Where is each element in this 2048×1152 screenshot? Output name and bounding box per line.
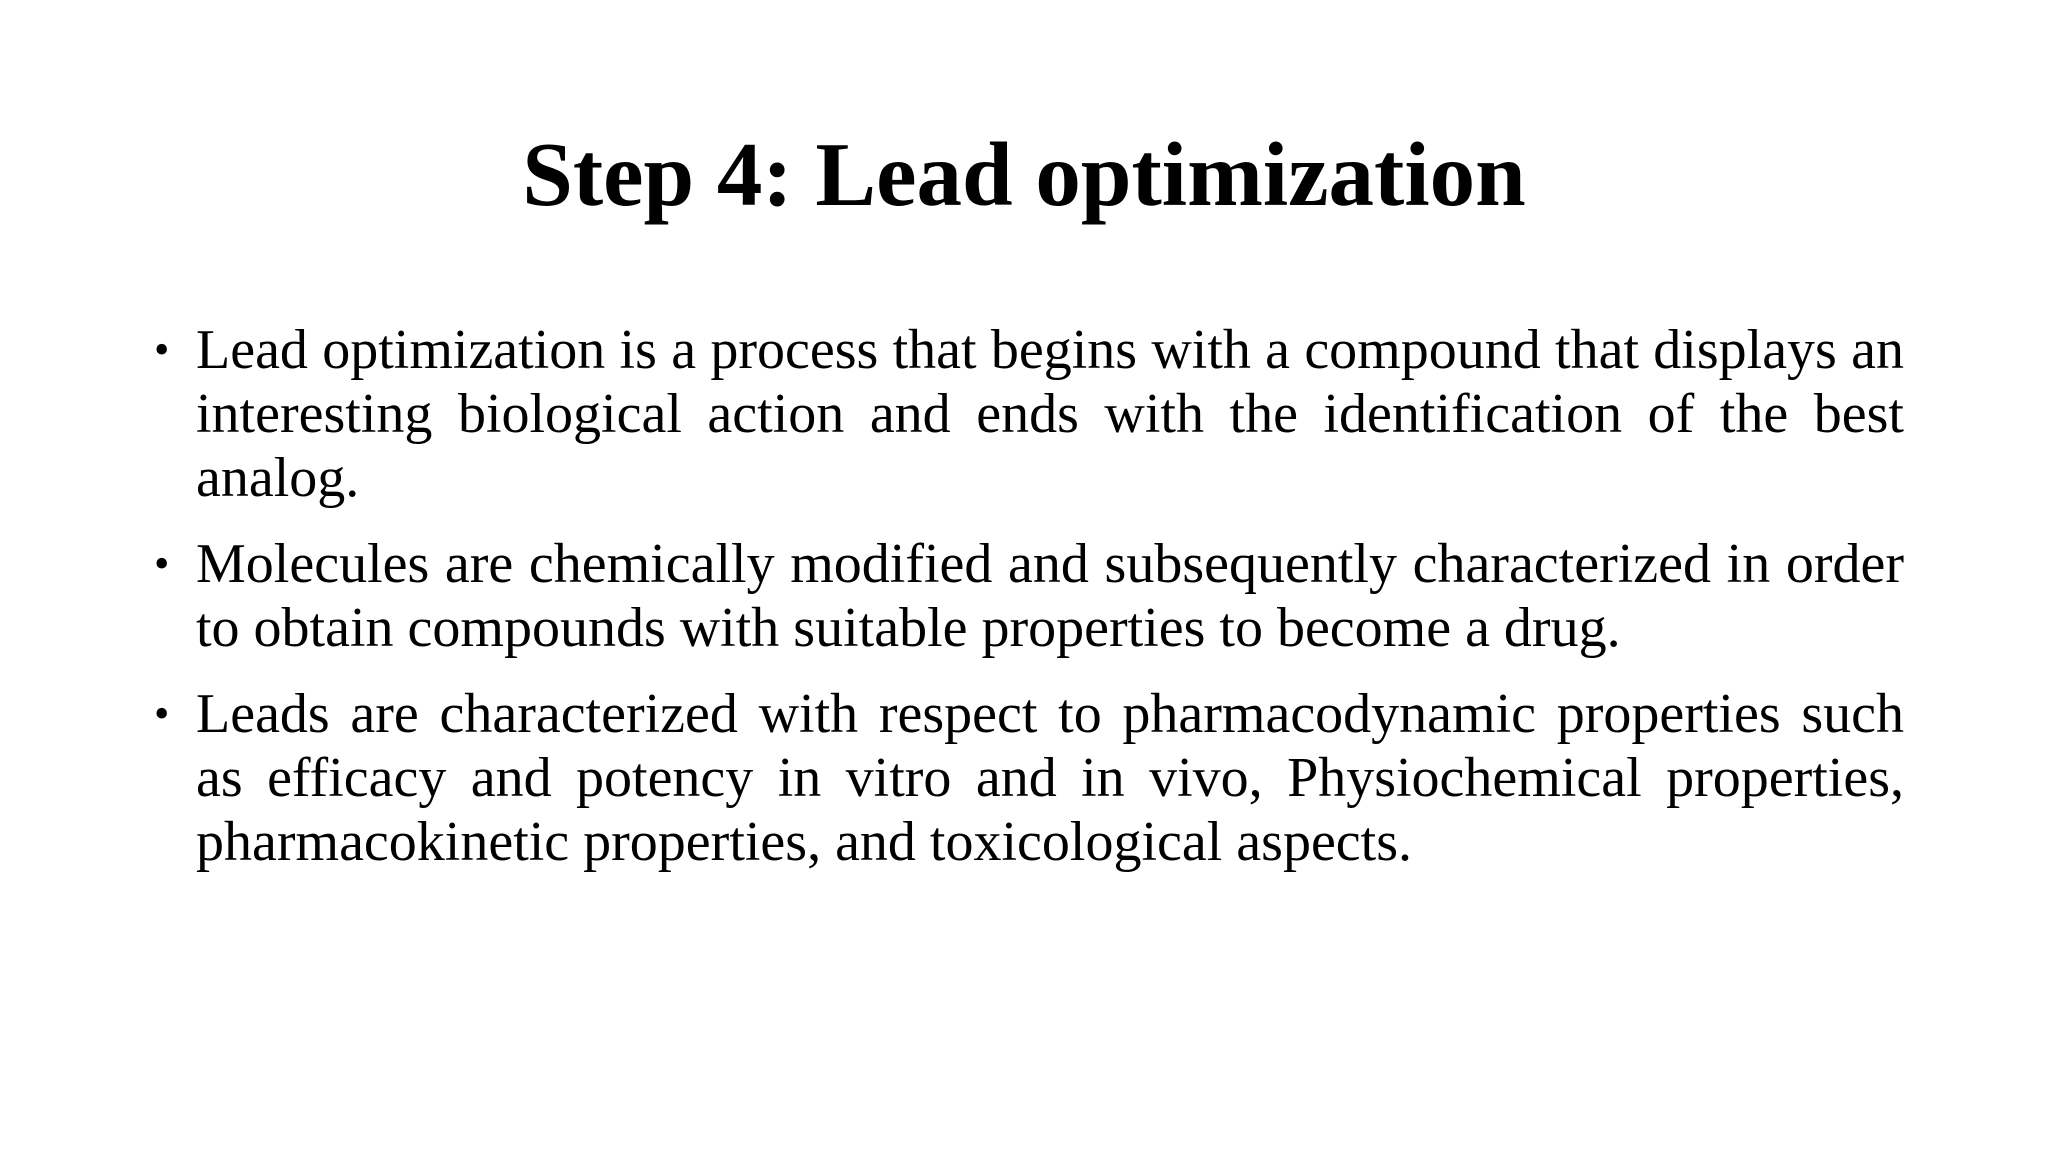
bullet-item-molecules [154, 532, 1904, 660]
bullet-list [154, 318, 1904, 896]
bullet-text: Molecules are chemically modified and subsequently characterized in order to obtain compounds with suitable properties to become a drug. [196, 533, 1904, 659]
slide-title: Step 4: Lead optimization [522, 124, 1526, 225]
bullet-item-lead-optimization [154, 318, 1904, 510]
bullet-dot: • [154, 539, 170, 588]
bullet-text: Leads are characterized with respect to pharmacodynamic properties such as efficacy and potency in vitro and in vivo, Physiochemical properties, pharmacokinetic properties, and toxicological aspects. [196, 683, 1904, 873]
bullet-dot: • [154, 689, 170, 738]
bullet-text: Lead optimization is a process that begins with a compound that displays an interesting biological action and ends with the identification of the best analog. [196, 319, 1904, 509]
bullet-item-leads [154, 682, 1904, 874]
bullet-dot: • [154, 325, 170, 374]
